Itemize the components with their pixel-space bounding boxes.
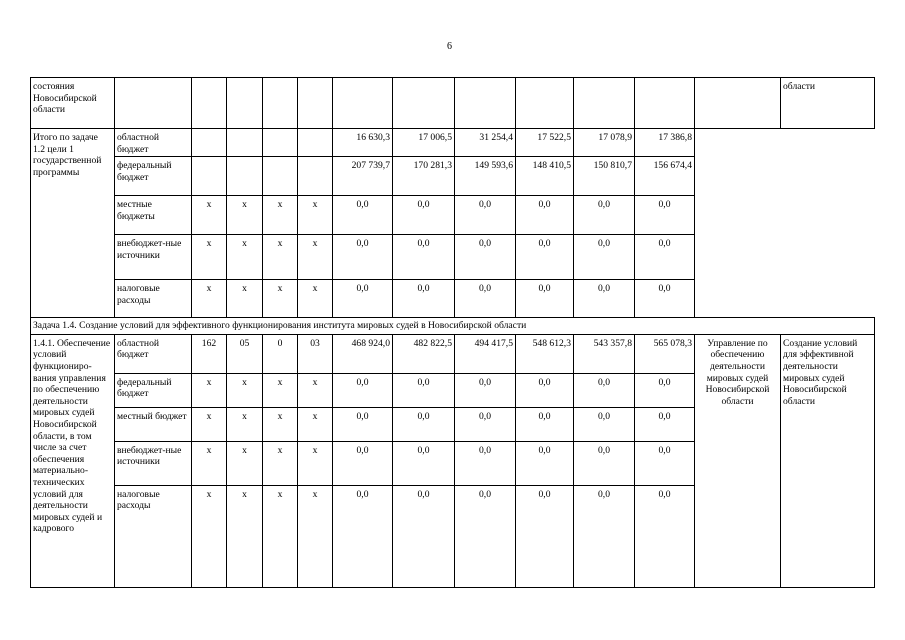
value-cell: 150 810,7 [574,157,635,196]
table-row [31,78,875,129]
value-cell: 0,0 [574,407,635,441]
source-cell: внебюджет-ные источники [115,235,192,280]
code-cell: 0 [263,334,298,373]
code-cell: x [192,407,227,441]
value-cell: 468 924,0 [333,334,393,373]
value-cell: 0,0 [516,441,574,485]
value-cell: 0,0 [333,373,393,407]
code-cell: x [263,235,298,280]
code-cell: x [298,196,333,235]
row-label: состояния Новосибирской области [31,78,115,129]
value-cell: 0,0 [393,235,455,280]
value-cell: 482 822,5 [393,334,455,373]
code-cell: x [298,407,333,441]
source-cell: федеральный бюджет [115,157,192,196]
code-cell [192,157,227,196]
value-cell: 0,0 [516,196,574,235]
value-cell: 0,0 [455,235,516,280]
value-cell: 0,0 [455,196,516,235]
source-cell: областной бюджет [115,334,192,373]
value-cell: 0,0 [635,485,695,587]
table-row [31,318,875,335]
code-cell [227,157,263,196]
result-cell: области [781,78,875,129]
code-cell: x [227,196,263,235]
code-cell: x [263,407,298,441]
value-cell: 0,0 [516,235,574,280]
value-cell: 565 078,3 [635,334,695,373]
value-cell: 0,0 [393,196,455,235]
code-cell: x [263,441,298,485]
code-cell [192,129,227,157]
task-header: Задача 1.4. Создание условий для эффективного функционирования института мировых судей в Новосибирской области [31,318,875,335]
value-cell: 0,0 [333,280,393,318]
code-cell: x [298,235,333,280]
value-cell: 0,0 [574,196,635,235]
code-cell: x [227,407,263,441]
value-cell: 0,0 [455,373,516,407]
value-cell: 494 417,5 [455,334,516,373]
code-cell [298,129,333,157]
value-cell: 0,0 [393,373,455,407]
source-cell: внебюджет-ные источники [115,441,192,485]
code-cell: x [263,280,298,318]
value-cell: 148 410,5 [516,157,574,196]
code-cell: 03 [298,334,333,373]
value-cell: 207 739,7 [333,157,393,196]
value-cell: 0,0 [574,280,635,318]
value-cell: 0,0 [333,441,393,485]
source-cell: налоговые расходы [115,485,192,587]
code-cell: x [298,373,333,407]
value-cell: 0,0 [574,441,635,485]
value-cell: 16 630,3 [333,129,393,157]
source-cell: местные бюджеты [115,196,192,235]
value-cell: 0,0 [635,373,695,407]
code-cell: x [192,280,227,318]
value-cell: 0,0 [393,441,455,485]
value-cell: 0,0 [455,407,516,441]
value-cell: 0,0 [574,373,635,407]
source-cell: налоговые расходы [115,280,192,318]
value-cell: 0,0 [393,407,455,441]
group-label: 1.4.1. Обеспечение условий функциониро-вания управления по обеспечению деятельности мировых судей Новосибирской области, в том числе за счет обеспечения материально-технических условий для деятельности мировых судей и кадрового [31,334,115,587]
value-cell: 0,0 [516,373,574,407]
value-cell: 31 254,4 [455,129,516,157]
value-cell: 0,0 [516,485,574,587]
code-cell: x [192,441,227,485]
code-cell: x [263,373,298,407]
value-cell: 0,0 [393,485,455,587]
value-cell: 0,0 [455,441,516,485]
executor-cell: Управление по обеспечению деятельности мировых судей Новосибирской области [695,334,781,587]
code-cell: x [227,373,263,407]
code-cell: x [227,280,263,318]
table-row [31,129,875,157]
value-cell: 0,0 [393,280,455,318]
code-cell: x [298,280,333,318]
value-cell: 17 386,8 [635,129,695,157]
budget-table [30,77,875,588]
value-cell: 0,0 [333,485,393,587]
value-cell: 548 612,3 [516,334,574,373]
code-cell: 05 [227,334,263,373]
code-cell: x [227,485,263,587]
code-cell: x [263,196,298,235]
value-cell: 156 674,4 [635,157,695,196]
value-cell: 149 593,6 [455,157,516,196]
value-cell: 0,0 [635,407,695,441]
value-cell: 0,0 [574,235,635,280]
table-row [31,334,875,373]
code-cell: x [298,441,333,485]
source-cell: областной бюджет [115,129,192,157]
code-cell [298,157,333,196]
value-cell: 170 281,3 [393,157,455,196]
value-cell: 0,0 [333,196,393,235]
value-cell: 17 078,9 [574,129,635,157]
value-cell: 0,0 [635,196,695,235]
code-cell: x [298,485,333,587]
page-number: 6 [447,41,452,52]
value-cell: 0,0 [333,407,393,441]
code-cell: x [192,485,227,587]
code-cell: x [227,441,263,485]
code-cell [263,129,298,157]
value-cell: 0,0 [516,407,574,441]
source-cell: местный бюджет [115,407,192,441]
result-cell: Создание условий для эффективной деятельности мировых судей Новосибирской области [781,334,875,587]
code-cell: x [192,373,227,407]
source-cell: федеральный бюджет [115,373,192,407]
code-cell: 162 [192,334,227,373]
value-cell: 0,0 [635,441,695,485]
value-cell: 17 522,5 [516,129,574,157]
code-cell: x [192,235,227,280]
value-cell: 543 357,8 [574,334,635,373]
value-cell: 0,0 [455,485,516,587]
value-cell: 0,0 [635,235,695,280]
code-cell [227,129,263,157]
value-cell: 0,0 [574,485,635,587]
code-cell [263,157,298,196]
group-label: Итого по задаче 1.2 цели 1 государственной программы [31,129,115,318]
code-cell: x [227,235,263,280]
value-cell: 0,0 [516,280,574,318]
value-cell: 17 006,5 [393,129,455,157]
code-cell: x [263,485,298,587]
value-cell: 0,0 [333,235,393,280]
code-cell: x [192,196,227,235]
value-cell: 0,0 [635,280,695,318]
value-cell: 0,0 [455,280,516,318]
